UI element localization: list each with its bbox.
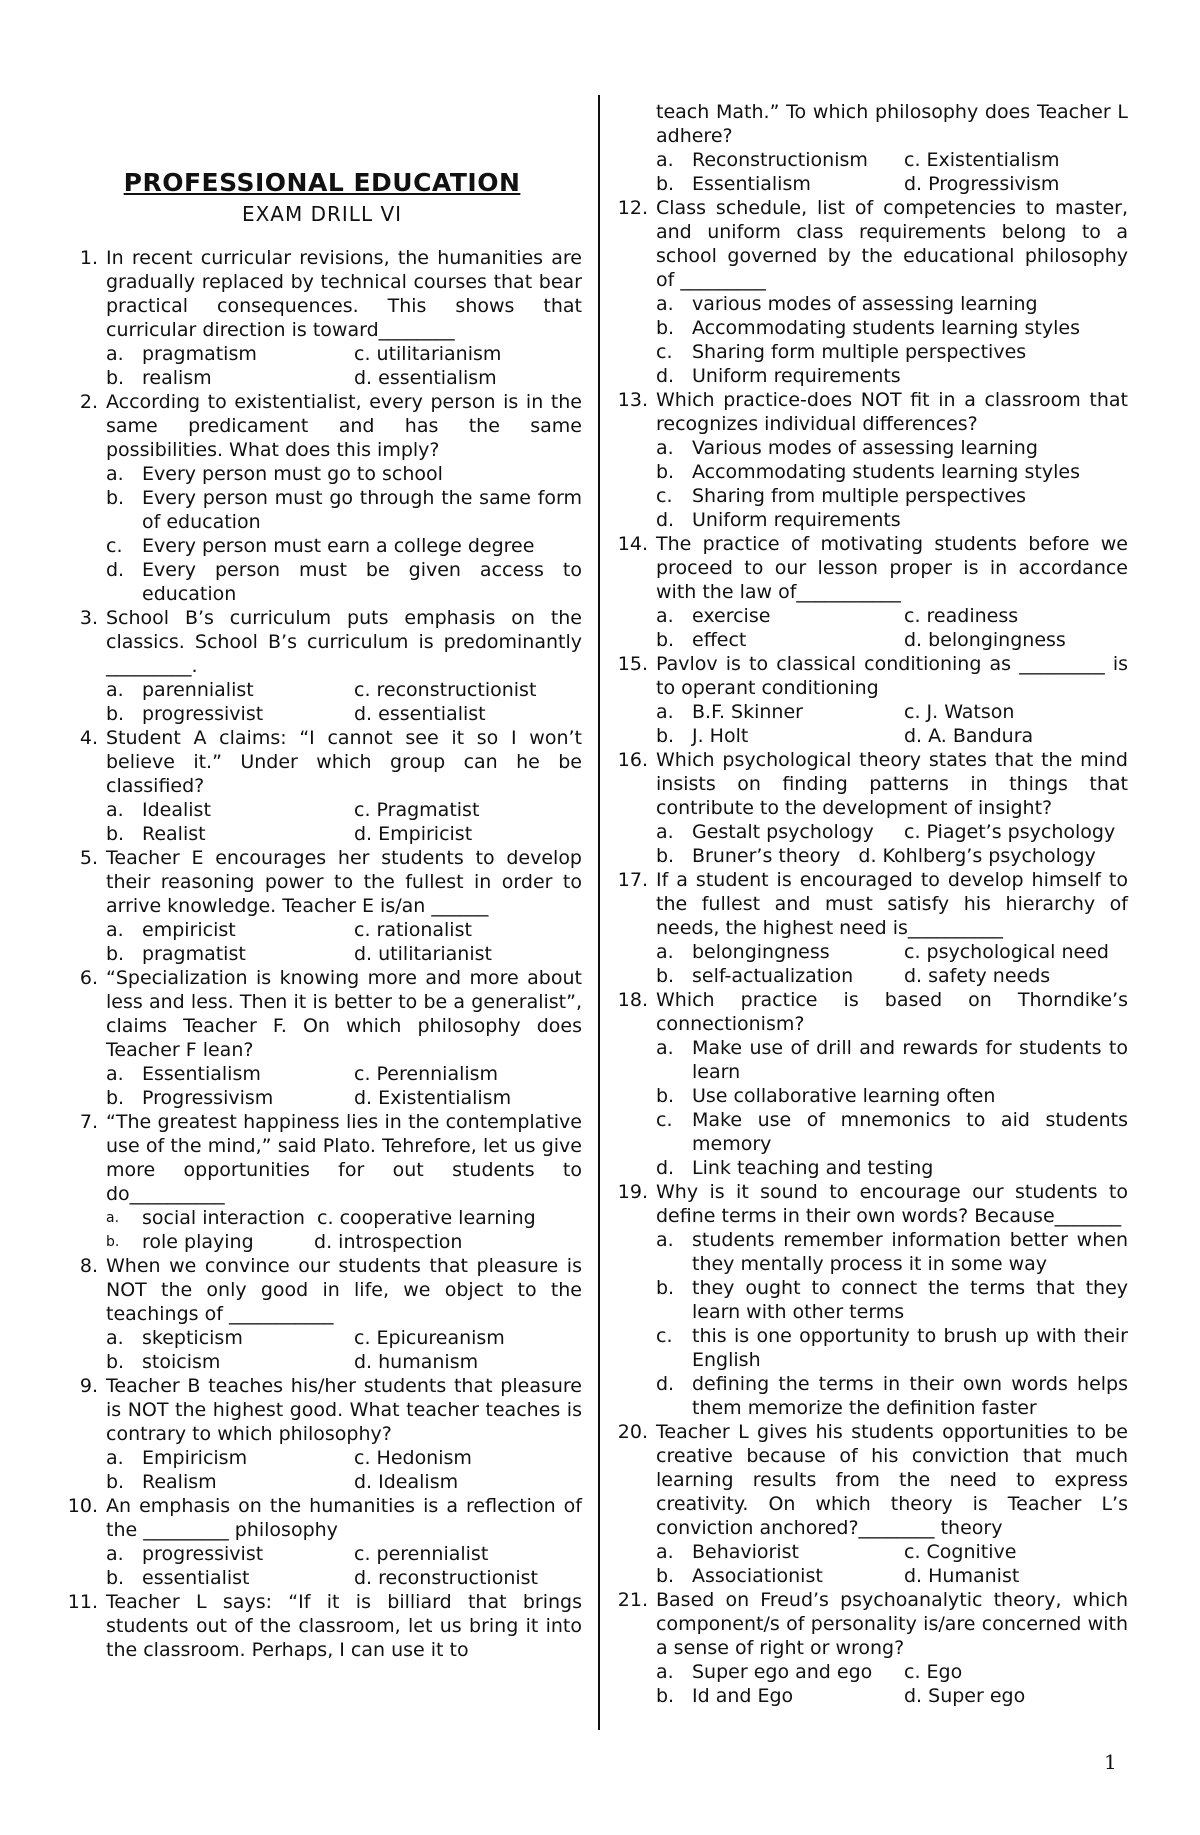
question-11: 11. Teacher L says: “If it is billiard that brings students out of the classroom, let us bring it into the classroom. Perhaps, I can use it to [67,1591,582,1661]
option: progressivist [142,1543,264,1565]
option: students remember information better when they mentally process it in some way [692,1229,1128,1275]
option: empiricist [142,919,236,941]
option: Every person must go to school [142,463,443,485]
option: Every person must earn a college degree [142,535,535,557]
option: c. Ego [904,1661,963,1683]
column-divider [598,95,600,1730]
question-7: 7. “The greatest happiness lies in the contemplative use of the mind,” said Plato. Tehrefore, let us give more opportunities for out students to do__________ [79,1111,582,1205]
option: essentialist [142,1567,250,1589]
options: a. Empiricism c. Hedonism b. Realism d. Idealism [106,1446,582,1494]
left-column [62,168,582,1662]
option: this is one opportunity to brush up with their English [692,1325,1128,1371]
options: a. Behaviorist c. Cognitive b. Associationist d. Humanist [656,1540,1128,1588]
option: c. Epicureanism [354,1327,505,1349]
question-15: 15. Pavlov is to classical conditioning as _________ is to operant conditioning [617,653,1128,699]
option: belongingness [692,941,830,963]
question-20: 20. Teacher L gives his students opportunities to be creative because of his conviction that much learning results from the need to express creativity. On which theory is Teacher L’s conviction anchored?________ theory [617,1421,1128,1539]
option: d. Progressivism [904,173,1060,195]
option: d. Humanist [904,1565,1020,1587]
options: a. Reconstructionism c. Existentialism b. Essentialism d. Progressivism [656,148,1128,196]
option: c. Pragmatist [354,799,480,821]
question-17: 17. If a student is encouraged to develop himself to the fullest and must satisfy his hierarchy of needs, the highest need is__________ [617,869,1128,939]
question-21: 21. Based on Freud’s psychoanalytic theory, which component/s of personality is/are concerned with a sense of right or wrong? [617,1589,1128,1659]
option: c. rationalist [354,919,472,941]
options: a. Gestalt psychology c. Piaget’s psychology b. Bruner’s theory d. Kohlberg’s psychology [656,820,1128,868]
question-13: 13. Which practice-does NOT fit in a classroom that recognizes individual differences? [617,389,1128,435]
options: a. Make use of drill and rewards for students to learn b. Use collaborative learning often c. Make use of mnemonics to aid students memory d. Link teaching and testing [656,1037,1128,1179]
option: B.F. Skinner [692,701,803,723]
option: pragmatism [142,343,257,365]
option: Essentialism [142,1063,261,1085]
option: Behaviorist [692,1541,799,1563]
option: Every person must be given access to education [142,559,582,605]
options: a. B.F. Skinner c. J. Watson b. J. Holt d. A. Bandura [656,700,1128,748]
option: Realist [142,823,206,845]
option: they ought to connect the terms that they learn with other terms [692,1277,1128,1323]
option: d. Super ego [904,1685,1026,1707]
option: role playing d. introspection [142,1231,463,1253]
option: Bruner’s theory d. Kohlberg’s psychology [692,845,1096,867]
option: various modes of assessing learning [692,293,1038,315]
option: c. psychological need [904,941,1109,963]
question-19: 19. Why is it sound to encourage our students to define terms in their own words? Because_______ [617,1181,1128,1227]
option: realism [142,367,212,389]
question-4: 4. Student A claims: “I cannot see it so I won’t believe it.” Under which group can he be classified? [79,727,582,797]
option: c. Existentialism [904,149,1060,171]
question-1: 1. In recent curricular revisions, the humanities are gradually replaced by technical courses that bear practical consequences. This shows that curricular direction is toward________ [79,247,582,341]
exam-header [62,168,582,228]
option: Super ego and ego [692,1661,873,1683]
options: a. various modes of assessing learning b. Accommodating students learning styles c. Sharing form multiple perspectives d. Uniform requirements [656,292,1128,388]
option: d. utilitarianist [354,943,492,965]
option: Accommodating students learning styles [692,317,1080,339]
option: c. reconstructionist [354,679,537,701]
options: a. skepticism c. Epicureanism b. stoicism d. humanism [106,1326,582,1374]
question-5: 5. Teacher E encourages her students to develop their reasoning power to the fullest in order to arrive knowledge. Teacher E is/an ______ [79,847,582,917]
question-10: 10. An emphasis on the humanities is a reflection of the _________ philosophy [67,1495,582,1541]
option: Reconstructionism [692,149,868,171]
option: Link teaching and testing [692,1157,934,1179]
option: Essentialism [692,173,811,195]
option: progressivist [142,703,264,725]
option: defining the terms in their own words helps them memorize the definition faster [692,1373,1128,1419]
option: c. Piaget’s psychology [904,821,1116,843]
option: c. readiness [904,605,1019,627]
options: a. parennialist c. reconstructionist b. progressivist d. essentialist [106,678,582,726]
question-3: 3. School B’s curriculum puts emphasis on the classics. School B’s curriculum is predominantly _________. [79,607,582,677]
right-column [612,100,1128,1708]
option: Progressivism [142,1087,274,1109]
page-title: PROFESSIONAL EDUCATION [123,168,521,197]
option: Accommodating students learning styles [692,461,1080,483]
option: d. essentialism [354,367,497,389]
option: stoicism [142,1351,221,1373]
option: d. A. Bandura [904,725,1034,747]
options: a. empiricist c. rationalist b. pragmatist d. utilitarianist [106,918,582,966]
option: c. J. Watson [904,701,1015,723]
option: Use collaborative learning often [692,1085,996,1107]
option: c. Perennialism [354,1063,499,1085]
options: a. students remember information better when they mentally process it in some way b. they ought to connect the terms that they learn with other terms c. this is one opportunity to brush up with their English d. defining the terms in their own words helps them memorize the definition faster [656,1229,1128,1419]
option: J. Holt [692,725,749,747]
option: social interaction c. cooperative learning [142,1207,536,1229]
options: a. social interaction c. cooperative learning b. role playing d. introspection [106,1207,536,1253]
option: d. safety needs [904,965,1051,987]
option: Sharing form multiple perspectives [692,341,1027,363]
option: c. utilitarianism [354,343,502,365]
option: Every person must go through the same form of education [142,487,582,533]
option: d. Idealism [354,1471,459,1493]
question-9: 9. Teacher B teaches his/her students that pleasure is NOT the highest good. What teacher teaches is contrary to which philosophy? [79,1375,582,1445]
option: d. belongingness [904,629,1066,651]
option: Make use of drill and rewards for students to learn [692,1037,1128,1083]
option: Realism [142,1471,217,1493]
options: a. Every person must go to school b. Every person must go through the same form of education c. Every person must earn a college degree d. Every person must be given access to education [106,463,582,605]
page-number: 1 [1104,1750,1117,1774]
options: a. Super ego and ego c. Ego b. Id and Ego d. Super ego [656,1660,1128,1708]
question-6: 6. “Specialization is knowing more and more about less and less. Then it is better to be a generalist”, claims Teacher F. On which philosophy does Teacher F lean? [79,967,582,1061]
option: Id and Ego [692,1685,794,1707]
option: exercise [692,605,771,627]
option: c. Cognitive [904,1541,1017,1563]
question-2: 2. According to existentialist, every person is in the same predicament and has the same possibilities. What does this imply? [79,391,582,461]
question-8: 8. When we convince our students that pleasure is NOT the only good in life, we object to the teachings of ___________ [79,1255,582,1325]
option: d. reconstructionist [354,1567,539,1589]
option: d. Existentialism [354,1087,512,1109]
option: c. perennialist [354,1543,489,1565]
question-12: 12. Class schedule, list of competencies to master, and uniform class requirements belong to a school governed by the educational philosophy of _________ [617,197,1128,291]
option: Associationist [692,1565,823,1587]
options: a. belongingness c. psychological need b. self-actualization d. safety needs [656,940,1128,988]
option: pragmatist [142,943,246,965]
question-16: 16. Which psychological theory states that the mind insists on finding patterns in things that contribute to the development of insight? [617,749,1128,819]
option: skepticism [142,1327,243,1349]
option: Uniform requirements [692,509,901,531]
page-subtitle: EXAM DRILL VI [241,202,403,226]
option: Idealist [142,799,211,821]
option: d. essentialist [354,703,486,725]
options: a. progressivist c. perennialist b. essentialist d. reconstructionist [106,1542,582,1590]
option: Uniform requirements [692,365,901,387]
option: Sharing from multiple perspectives [692,485,1027,507]
options: a. Idealist c. Pragmatist b. Realist d. Empiricist [106,798,582,846]
question-18: 18. Which practice is based on Thorndike’s connectionism? [617,989,1128,1035]
options: a. Essentialism c. Perennialism b. Progressivism d. Existentialism [106,1062,582,1110]
option: d. Empiricist [354,823,473,845]
option: Make use of mnemonics to aid students memory [692,1109,1128,1155]
option: Empiricism [142,1447,248,1469]
option: effect [692,629,747,651]
option: Various modes of assessing learning [692,437,1038,459]
option: self-actualization [692,965,854,987]
options: a. Various modes of assessing learning b. Accommodating students learning styles c. Sharing from multiple perspectives d. Uniform requirements [656,436,1128,532]
option: d. humanism [354,1351,479,1373]
options: a. pragmatism c. utilitarianism b. realism d. essentialism [106,342,582,390]
question-14: 14. The practice of motivating students before we proceed to our lesson proper is in accordance with the law of___________ [617,533,1128,603]
option: c. Hedonism [354,1447,472,1469]
question-11-continued: teach Math.” To which philosophy does Teacher L adhere? [656,101,1128,147]
options: a. exercise c. readiness b. effect d. belongingness [656,604,1128,652]
option: parennialist [142,679,254,701]
option: Gestalt psychology [692,821,874,843]
